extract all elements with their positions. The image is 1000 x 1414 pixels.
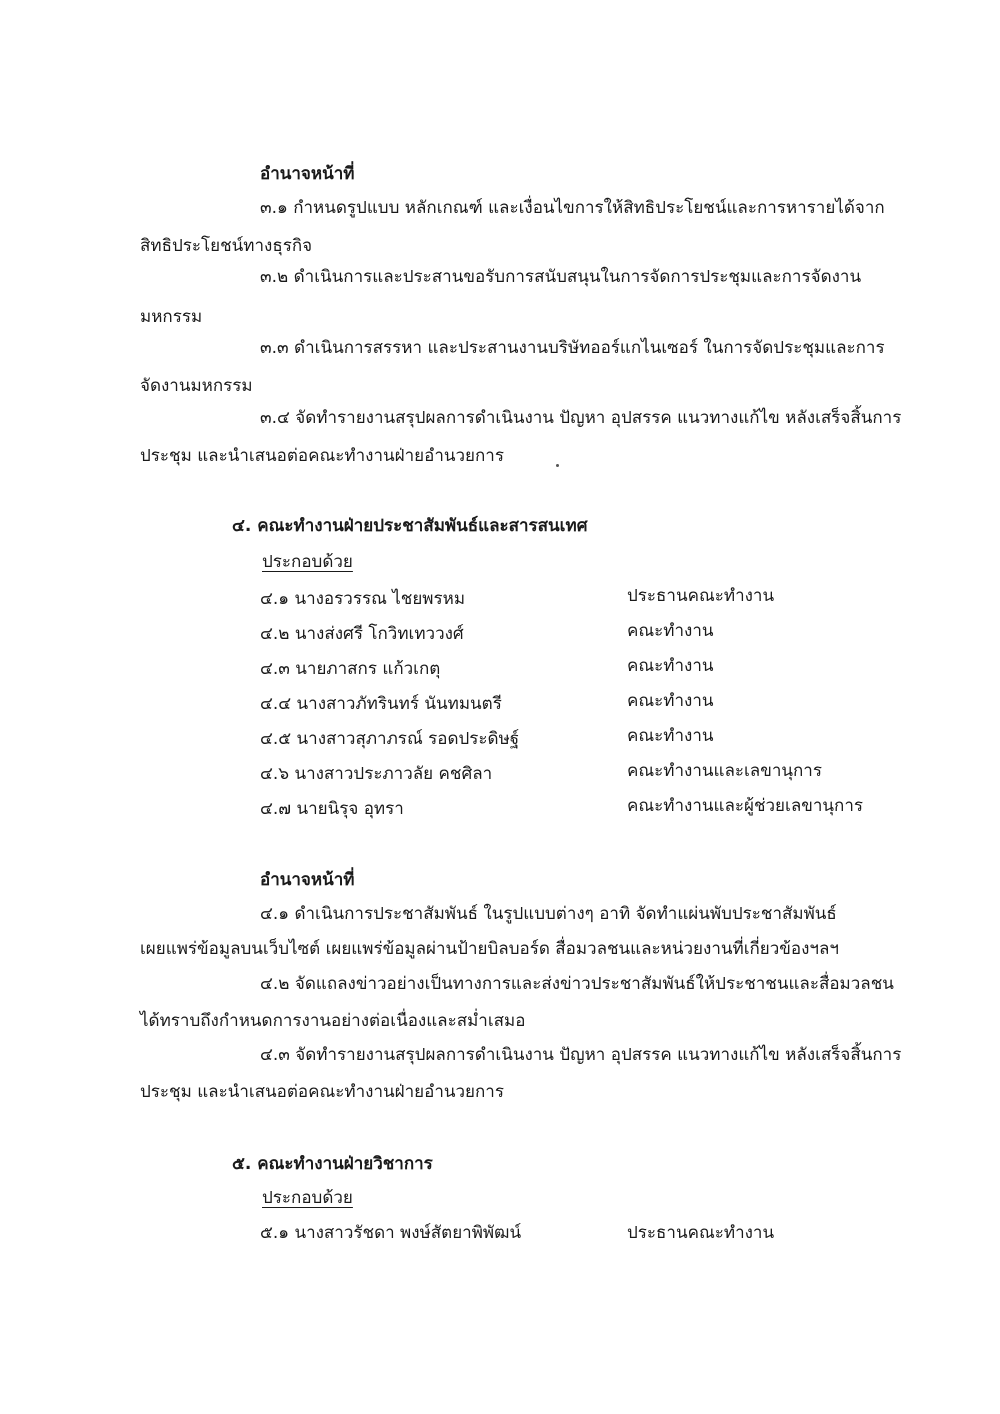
sec3-item4-line2: ประชุม และนำเสนอต่อคณะทำงานฝ่ายอำนวยการ	[140, 446, 504, 466]
sec3-item3-line1: ๓.๓ ดำเนินการสรรหา และประสานงานบริษัทออร์แกไนเซอร์ ในการจัดประชุมและการ	[260, 338, 885, 358]
sec3-item2-line1: ๓.๒ ดำเนินการและประสานขอรับการสนับสนุนในการจัดการประชุมและการจัดงาน	[260, 267, 862, 287]
sec4-item1-line1: ๔.๑ ดำเนินการประชาสัมพันธ์ ในรูปแบบต่างๆ อาทิ จัดทำแผ่นพับประชาสัมพันธ์	[260, 904, 837, 924]
sec3-item1-line2: สิทธิประโยชน์ทางธุรกิจ	[140, 236, 313, 256]
sec4-title: ๔. คณะทำงานฝ่ายประชาสัมพันธ์และสารสนเทศ	[232, 516, 588, 536]
sec4-member5-role: คณะทำงาน	[627, 726, 714, 746]
sec4-member7-name: ๔.๗ นายนิรุจ อุทรา	[260, 799, 404, 819]
sec4-item3-line1: ๔.๓ จัดทำรายงานสรุปผลการดำเนินงาน ปัญหา อุปสรรค แนวทางแก้ไข หลังเสร็จสิ้นการ	[260, 1045, 902, 1065]
sec5-composed-label: ประกอบด้วย	[262, 1188, 353, 1208]
sec4-item3-line2: ประชุม และนำเสนอต่อคณะทำงานฝ่ายอำนวยการ	[140, 1082, 504, 1102]
sec4-item2-line2: ได้ทราบถึงกำหนดการงานอย่างต่อเนื่องและสม่ำเสมอ	[140, 1011, 526, 1031]
sec4-member6-role: คณะทำงานและเลขานุการ	[627, 761, 822, 781]
sec4-member7-role: คณะทำงานและผู้ช่วยเลขานุการ	[627, 796, 863, 816]
sec5-member1-role: ประธานคณะทำงาน	[627, 1223, 775, 1243]
sec4-member1-name: ๔.๑ นางอรวรรณ ไชยพรหม	[260, 589, 466, 609]
sec3-duties-heading: อำนาจหน้าที่	[260, 164, 355, 184]
sec3-item4-line1: ๓.๔ จัดทำรายงานสรุปผลการดำเนินงาน ปัญหา อุปสรรค แนวทางแก้ไข หลังเสร็จสิ้นการ	[260, 408, 902, 428]
sec4-member4-name: ๔.๔ นางสาวภัทรินทร์ นันทมนตรี	[260, 694, 502, 714]
sec4-duties-heading: อำนาจหน้าที่	[260, 870, 355, 890]
sec4-member5-name: ๔.๕ นางสาวสุภาภรณ์ รอดประดิษฐ์	[260, 729, 520, 749]
sec4-composed-label: ประกอบด้วย	[262, 552, 353, 572]
sec4-member3-role: คณะทำงาน	[627, 656, 714, 676]
sec4-member2-role: คณะทำงาน	[627, 621, 714, 641]
sec4-member6-name: ๔.๖ นางสาวประภาวลัย คชศิลา	[260, 764, 493, 784]
sec4-item2-line1: ๔.๒ จัดแถลงข่าวอย่างเป็นทางการและส่งข่าวประชาสัมพันธ์ให้ประชาชนและสื่อมวลชน	[260, 974, 894, 994]
sec4-member1-role: ประธานคณะทำงาน	[627, 586, 775, 606]
scan-speck	[556, 464, 559, 467]
sec4-member4-role: คณะทำงาน	[627, 691, 714, 711]
sec5-title: ๕. คณะทำงานฝ่ายวิชาการ	[232, 1154, 433, 1174]
sec4-member3-name: ๔.๓ นายภาสกร แก้วเกตุ	[260, 659, 441, 679]
sec3-item1-line1: ๓.๑ กำหนดรูปแบบ หลักเกณฑ์ และเงื่อนไขการให้สิทธิประโยชน์และการหารายได้จาก	[260, 198, 885, 218]
sec4-item1-line2: เผยแพร่ข้อมูลบนเว็บไซต์ เผยแพร่ข้อมูลผ่านป้ายบิลบอร์ด สื่อมวลชนและหน่วยงานที่เกี่ยวข้องฯลฯ	[140, 939, 839, 959]
sec3-item2-line2: มหกรรม	[140, 307, 203, 327]
sec3-item3-line2: จัดงานมหกรรม	[140, 376, 253, 396]
sec4-member2-name: ๔.๒ นางส่งศรี โกวิทเทววงศ์	[260, 624, 464, 644]
sec5-member1-name: ๕.๑ นางสาวรัชดา พงษ์สัตยาพิพัฒน์	[260, 1223, 522, 1243]
